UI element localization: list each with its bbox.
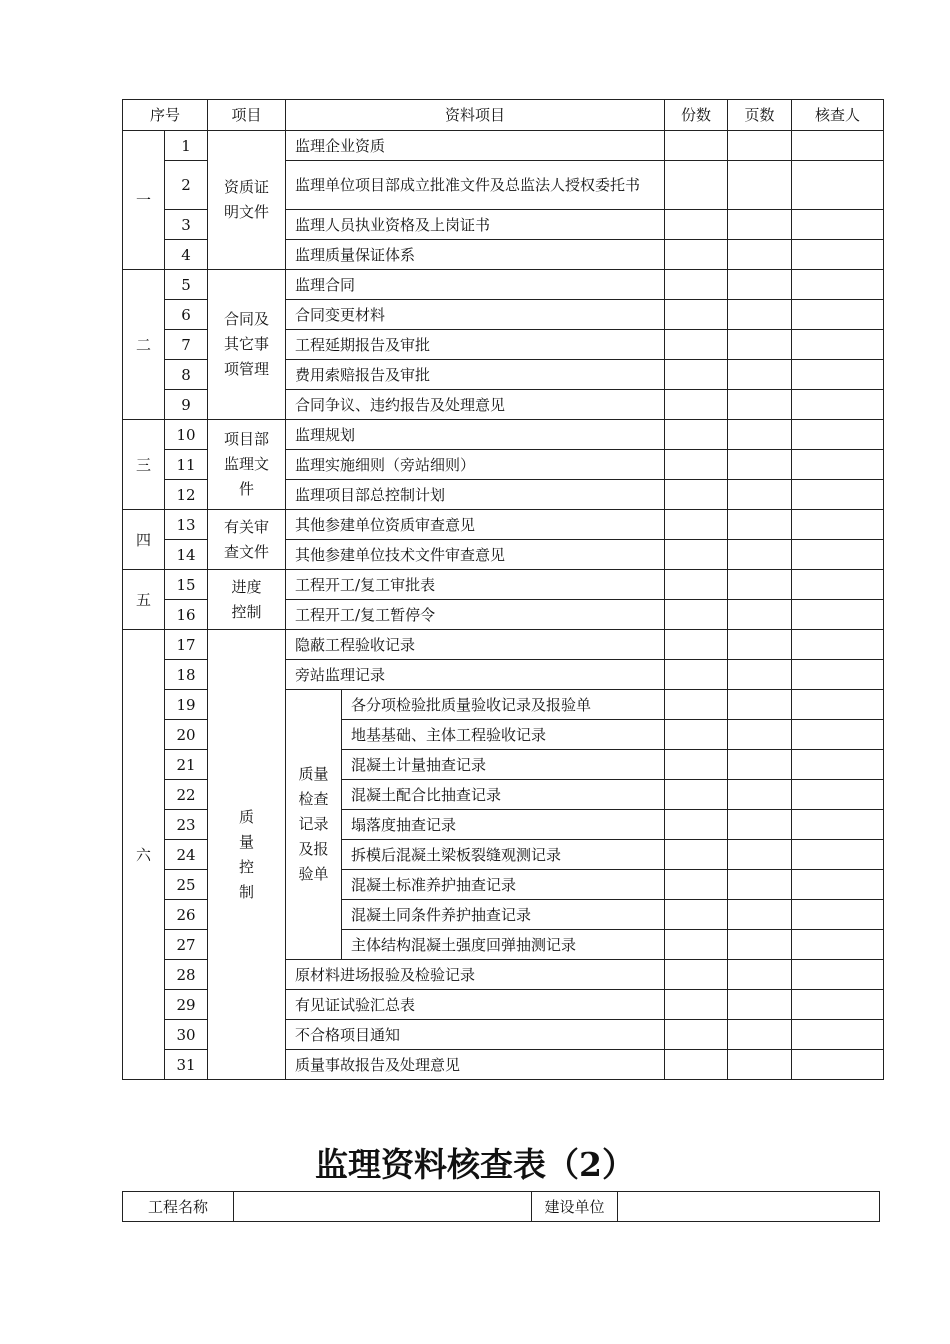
row-no: 14 — [165, 540, 208, 570]
row-text: 监理项目部总控制计划 — [286, 480, 665, 510]
pages-cell[interactable] — [728, 270, 792, 300]
row-text: 不合格项目通知 — [286, 1020, 665, 1050]
checker-cell[interactable] — [792, 131, 884, 161]
checker-cell[interactable] — [792, 161, 884, 210]
row-text: 各分项检验批质量验收记录及报验单 — [342, 690, 665, 720]
row-no: 5 — [165, 270, 208, 300]
copies-cell[interactable] — [665, 390, 728, 420]
copies-cell[interactable] — [665, 330, 728, 360]
group-label: 进度控制 — [231, 577, 262, 621]
table-row — [123, 270, 884, 300]
header-row — [123, 100, 884, 131]
checker-cell[interactable] — [792, 510, 884, 540]
pages-cell[interactable] — [728, 360, 792, 390]
copies-cell[interactable] — [665, 270, 728, 300]
group-5 — [208, 570, 286, 630]
project-name-field[interactable] — [234, 1192, 532, 1222]
checker-cell[interactable] — [792, 870, 884, 900]
pages-cell[interactable] — [728, 131, 792, 161]
checker-cell[interactable] — [792, 990, 884, 1020]
checker-cell[interactable] — [792, 960, 884, 990]
pages-cell[interactable] — [728, 720, 792, 750]
copies-cell[interactable] — [665, 300, 728, 330]
checker-cell[interactable] — [792, 660, 884, 690]
row-no: 28 — [165, 960, 208, 990]
copies-cell[interactable] — [665, 570, 728, 600]
pages-cell[interactable] — [728, 1050, 792, 1080]
copies-cell[interactable] — [665, 690, 728, 720]
row-text: 旁站监理记录 — [286, 660, 665, 690]
copies-cell[interactable] — [665, 360, 728, 390]
row-no: 15 — [165, 570, 208, 600]
project-info-table — [122, 1191, 880, 1222]
row-text: 其他参建单位技术文件审查意见 — [286, 540, 665, 570]
header-item: 项目 — [208, 100, 286, 131]
pages-cell[interactable] — [728, 480, 792, 510]
row-text: 质量事故报告及处理意见 — [286, 1050, 665, 1080]
row-no: 21 — [165, 750, 208, 780]
checker-cell[interactable] — [792, 420, 884, 450]
checker-cell[interactable] — [792, 330, 884, 360]
checker-cell[interactable] — [792, 390, 884, 420]
pages-cell[interactable] — [728, 990, 792, 1020]
checker-cell[interactable] — [792, 570, 884, 600]
row-no: 20 — [165, 720, 208, 750]
copies-cell[interactable] — [665, 990, 728, 1020]
row-no: 18 — [165, 660, 208, 690]
subgroup-quality-check — [286, 690, 342, 960]
pages-cell[interactable] — [728, 750, 792, 780]
row-text: 工程延期报告及审批 — [286, 330, 665, 360]
section-4: 四 — [123, 510, 165, 570]
checker-cell[interactable] — [792, 630, 884, 660]
section-6: 六 — [123, 630, 165, 1080]
header-checker: 核查人 — [792, 100, 884, 131]
row-text: 监理合同 — [286, 270, 665, 300]
builder-field[interactable] — [618, 1192, 880, 1222]
row-no: 3 — [165, 210, 208, 240]
checker-cell[interactable] — [792, 1020, 884, 1050]
copies-cell[interactable] — [665, 1050, 728, 1080]
row-no: 19 — [165, 690, 208, 720]
row-no: 25 — [165, 870, 208, 900]
pages-cell[interactable] — [728, 450, 792, 480]
row-no: 8 — [165, 360, 208, 390]
group-4 — [208, 510, 286, 570]
checker-cell[interactable] — [792, 750, 884, 780]
row-no: 22 — [165, 780, 208, 810]
pages-cell[interactable] — [728, 690, 792, 720]
copies-cell[interactable] — [665, 600, 728, 630]
checker-cell[interactable] — [792, 720, 884, 750]
table-row — [123, 630, 884, 660]
checker-cell[interactable] — [792, 240, 884, 270]
header-seq: 序号 — [123, 100, 208, 131]
row-text: 合同变更材料 — [286, 300, 665, 330]
group-label: 有关审查文件 — [224, 517, 270, 561]
checker-cell[interactable] — [792, 540, 884, 570]
pages-cell[interactable] — [728, 840, 792, 870]
checker-cell[interactable] — [792, 810, 884, 840]
row-no: 9 — [165, 390, 208, 420]
pages-cell[interactable] — [728, 240, 792, 270]
copies-cell[interactable] — [665, 450, 728, 480]
copies-cell[interactable] — [665, 1020, 728, 1050]
table-row — [123, 570, 884, 600]
pages-cell[interactable] — [728, 960, 792, 990]
copies-cell[interactable] — [665, 131, 728, 161]
group-1 — [208, 131, 286, 270]
row-no: 24 — [165, 840, 208, 870]
table-row — [123, 131, 884, 161]
copies-cell[interactable] — [665, 240, 728, 270]
copies-cell[interactable] — [665, 420, 728, 450]
copies-cell[interactable] — [665, 750, 728, 780]
pages-cell[interactable] — [728, 390, 792, 420]
copies-cell[interactable] — [665, 810, 728, 840]
pages-cell[interactable] — [728, 900, 792, 930]
copies-cell[interactable] — [665, 840, 728, 870]
row-text: 监理规划 — [286, 420, 665, 450]
project-info-row — [123, 1192, 880, 1222]
material-check-table — [122, 99, 884, 1080]
header-pages: 页数 — [728, 100, 792, 131]
pages-cell[interactable] — [728, 300, 792, 330]
row-no: 23 — [165, 810, 208, 840]
checker-cell[interactable] — [792, 360, 884, 390]
row-text: 工程开工/复工审批表 — [286, 570, 665, 600]
group-label: 质量控制 — [239, 807, 255, 901]
row-text: 主体结构混凝土强度回弹抽测记录 — [342, 930, 665, 960]
row-text: 费用索赔报告及审批 — [286, 360, 665, 390]
row-text: 其他参建单位资质审查意见 — [286, 510, 665, 540]
header-copies: 份数 — [665, 100, 728, 131]
row-text: 有见证试验汇总表 — [286, 990, 665, 1020]
row-text: 地基基础、主体工程验收记录 — [342, 720, 665, 750]
checker-cell[interactable] — [792, 1050, 884, 1080]
checker-cell[interactable] — [792, 300, 884, 330]
checker-cell[interactable] — [792, 900, 884, 930]
pages-cell[interactable] — [728, 930, 792, 960]
row-text: 监理人员执业资格及上岗证书 — [286, 210, 665, 240]
pages-cell[interactable] — [728, 420, 792, 450]
checker-cell[interactable] — [792, 780, 884, 810]
pages-cell[interactable] — [728, 1020, 792, 1050]
row-text: 混凝土配合比抽查记录 — [342, 780, 665, 810]
row-text: 混凝土标准养护抽查记录 — [342, 870, 665, 900]
row-no: 10 — [165, 420, 208, 450]
checker-cell[interactable] — [792, 690, 884, 720]
row-text: 合同争议、违约报告及处理意见 — [286, 390, 665, 420]
row-no: 2 — [165, 161, 208, 210]
copies-cell[interactable] — [665, 870, 728, 900]
section-1: 一 — [123, 131, 165, 270]
copies-cell[interactable] — [665, 510, 728, 540]
copies-cell[interactable] — [665, 210, 728, 240]
header-material: 资料项目 — [286, 100, 665, 131]
row-no: 30 — [165, 1020, 208, 1050]
pages-cell[interactable] — [728, 570, 792, 600]
copies-cell[interactable] — [665, 630, 728, 660]
row-text: 原材料进场报验及检验记录 — [286, 960, 665, 990]
row-no: 26 — [165, 900, 208, 930]
section-3: 三 — [123, 420, 165, 510]
copies-cell[interactable] — [665, 720, 728, 750]
row-no: 12 — [165, 480, 208, 510]
row-text: 监理单位项目部成立批准文件及总监法人授权委托书 — [286, 161, 665, 210]
row-text: 监理质量保证体系 — [286, 240, 665, 270]
form2-title: 监理资料核查表（2） — [315, 1145, 635, 1184]
copies-cell[interactable] — [665, 900, 728, 930]
copies-cell[interactable] — [665, 960, 728, 990]
pages-cell[interactable] — [728, 870, 792, 900]
row-no: 6 — [165, 300, 208, 330]
checker-cell[interactable] — [792, 600, 884, 630]
group-label: 项目部监理文件 — [224, 430, 270, 498]
checker-cell[interactable] — [792, 270, 884, 300]
row-no: 1 — [165, 131, 208, 161]
row-no: 11 — [165, 450, 208, 480]
row-no: 17 — [165, 630, 208, 660]
section-5: 五 — [123, 570, 165, 630]
row-text: 监理实施细则（旁站细则） — [286, 450, 665, 480]
pages-cell[interactable] — [728, 330, 792, 360]
pages-cell[interactable] — [728, 600, 792, 630]
group-3 — [208, 420, 286, 510]
pages-cell[interactable] — [728, 660, 792, 690]
row-no: 4 — [165, 240, 208, 270]
pages-cell[interactable] — [728, 630, 792, 660]
pages-cell[interactable] — [728, 540, 792, 570]
pages-cell[interactable] — [728, 780, 792, 810]
row-text: 混凝土同条件养护抽查记录 — [342, 900, 665, 930]
copies-cell[interactable] — [665, 161, 728, 210]
row-no: 29 — [165, 990, 208, 1020]
row-text: 隐蔽工程验收记录 — [286, 630, 665, 660]
checker-cell[interactable] — [792, 480, 884, 510]
copies-cell[interactable] — [665, 660, 728, 690]
subgroup-label: 质量检查记录及报验单 — [298, 765, 329, 883]
row-no: 31 — [165, 1050, 208, 1080]
group-2 — [208, 270, 286, 420]
section-2: 二 — [123, 270, 165, 420]
pages-cell[interactable] — [728, 210, 792, 240]
row-no: 13 — [165, 510, 208, 540]
copies-cell[interactable] — [665, 540, 728, 570]
group-6 — [208, 630, 286, 1080]
pages-cell[interactable] — [728, 810, 792, 840]
copies-cell[interactable] — [665, 930, 728, 960]
group-label: 资质证明文件 — [224, 178, 270, 221]
row-text: 工程开工/复工暂停令 — [286, 600, 665, 630]
row-text: 混凝土计量抽查记录 — [342, 750, 665, 780]
copies-cell[interactable] — [665, 780, 728, 810]
row-text: 拆模后混凝土梁板裂缝观测记录 — [342, 840, 665, 870]
row-text: 监理企业资质 — [286, 131, 665, 161]
row-text: 塌落度抽查记录 — [342, 810, 665, 840]
pages-cell[interactable] — [728, 510, 792, 540]
checker-cell[interactable] — [792, 210, 884, 240]
row-no: 7 — [165, 330, 208, 360]
builder-label: 建设单位 — [532, 1192, 618, 1222]
copies-cell[interactable] — [665, 480, 728, 510]
checker-cell[interactable] — [792, 840, 884, 870]
table-row — [123, 420, 884, 450]
group-label: 合同及其它事项管理 — [224, 310, 270, 378]
row-no: 16 — [165, 600, 208, 630]
table-row — [123, 510, 884, 540]
checker-cell[interactable] — [792, 930, 884, 960]
project-name-label: 工程名称 — [123, 1192, 234, 1222]
pages-cell[interactable] — [728, 161, 792, 210]
row-no: 27 — [165, 930, 208, 960]
checker-cell[interactable] — [792, 450, 884, 480]
